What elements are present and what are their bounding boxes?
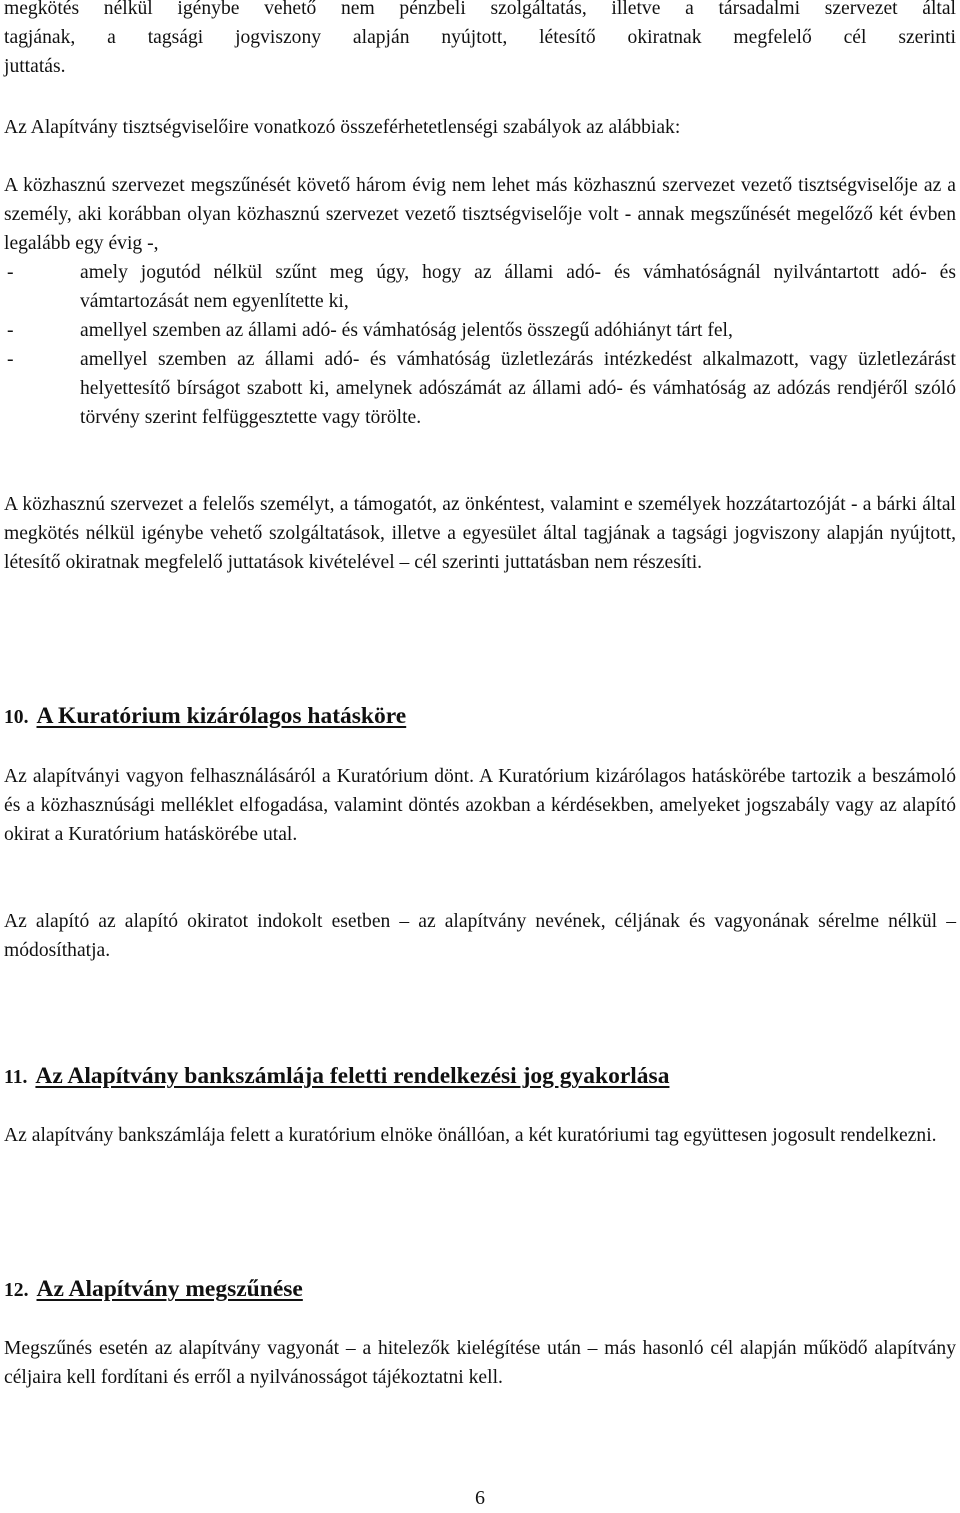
section-title: Az Alapítvány megszűnése xyxy=(36,1276,303,1302)
section-11-body xyxy=(4,1121,956,1150)
section-11-paragraph-1: Az alapítvány bankszámlája felett a kuratórium elnöke önállóan, a két kuratóriumi tag együttesen jogosult rendelkezni. xyxy=(4,1125,937,1146)
incompatibility-rule xyxy=(4,171,956,432)
list-item xyxy=(4,316,956,345)
closing-paragraph: A közhasznú szervezet a felelős személyt, a támogatót, az önkéntest, valamint e személyek hozzátartozóját - a bárki által megkötés nélkül igénybe vehető szolgáltatások, illetve a egyesület által tagjának a tagsági jogviszony alapján nyújtott, létesítő okiratnak megfelelő juttatások kivételével – cél szerinti juttatásban nem részesíti. xyxy=(4,494,956,573)
list-item-text: amellyel szemben az állami adó- és vámhatóság jelentős összegű adóhiányt tárt fel, xyxy=(80,320,733,341)
list-item-text: amellyel szemben az állami adó- és vámhatóság üzletlezárás intézkedést alkalmazott, vagy üzletlezárást helyettesítő bírságot szabott ki, amelynek adószámát az állami adó- és vámhatóság az adózás rendjéről szóló törvény szerint felfüggesztette vagy törölte. xyxy=(80,349,956,428)
page-number: 6 xyxy=(475,1487,485,1509)
dash-marker: - xyxy=(7,262,14,283)
section-12-paragraph-1: Megszűnés esetén az alapítvány vagyonát – a hitelezők kielégítése után – más hasonló cél alapján működő alapítvány céljaira kell fordítani és erről a nyilvánosságot tájékoztatni kell. xyxy=(4,1338,956,1388)
dash-marker: - xyxy=(7,320,14,341)
section-number: 11. xyxy=(4,1067,28,1088)
continuation-paragraph xyxy=(4,0,956,81)
rule-lead-paragraph: A közhasznú szervezet megszűnését követő három évig nem lehet más közhasznú szervezet vezető tisztségviselője az a személy, aki korábban olyan közhasznú szervezet vezető tisztségviselője volt - annak megszűnését megelőző két évben legalább egy évig -, xyxy=(4,175,956,254)
section-10-paragraph-1: Az alapítványi vagyon felhasználásáról a Kuratórium dönt. A Kuratórium kizárólagos hatáskörébe tartozik a beszámoló és a közhasznúsági melléklet elfogadása, valamint döntés azokban a kérdésekben, amelyeket jogszabály vagy az alapító okirat a Kuratórium hatáskörébe utal. xyxy=(4,766,956,845)
section-number: 12. xyxy=(4,1280,29,1301)
text-line: tagjának, a tagsági jogviszony alapján nyújtott, létesítő okiratnak megfelelő cél szerinti xyxy=(4,27,956,48)
section-10-heading xyxy=(4,701,956,733)
section-10-body-2 xyxy=(4,907,956,965)
section-10-paragraph-2: Az alapító az alapító okiratot indokolt esetben – az alapítvány nevének, céljának és vagyonának sérelme nélkül – módosíthatja. xyxy=(4,911,956,961)
section-number: 10. xyxy=(4,707,29,728)
incompatibility-closing xyxy=(4,490,956,577)
list-item xyxy=(4,258,956,316)
text-line: juttatás. xyxy=(4,56,66,77)
dash-marker: - xyxy=(7,349,14,370)
rule-list xyxy=(4,258,956,432)
section-12-heading xyxy=(4,1274,956,1306)
list-item xyxy=(4,345,956,432)
section-title: A Kuratórium kizárólagos hatásköre xyxy=(36,703,407,729)
list-item-text: amely jogutód nélkül szűnt meg úgy, hogy az állami adó- és vámhatóságnál nyilvántartott adó- és vámtartozását nem egyenlítette ki, xyxy=(80,262,956,312)
section-12-body xyxy=(4,1334,956,1392)
text-line: megkötés nélkül igénybe vehető nem pénzbeli szolgáltatás, illetve a társadalmi szervezet által xyxy=(4,0,956,19)
incompatibility-intro xyxy=(4,113,956,142)
intro-paragraph: Az Alapítvány tisztségviselőire vonatkozó összeférhetetlenségi szabályok az alábbiak: xyxy=(4,117,681,138)
section-title: Az Alapítvány bankszámlája feletti rendelkezési jog gyakorlása xyxy=(35,1063,670,1089)
section-10-body xyxy=(4,762,956,849)
section-11-heading xyxy=(4,1061,956,1093)
